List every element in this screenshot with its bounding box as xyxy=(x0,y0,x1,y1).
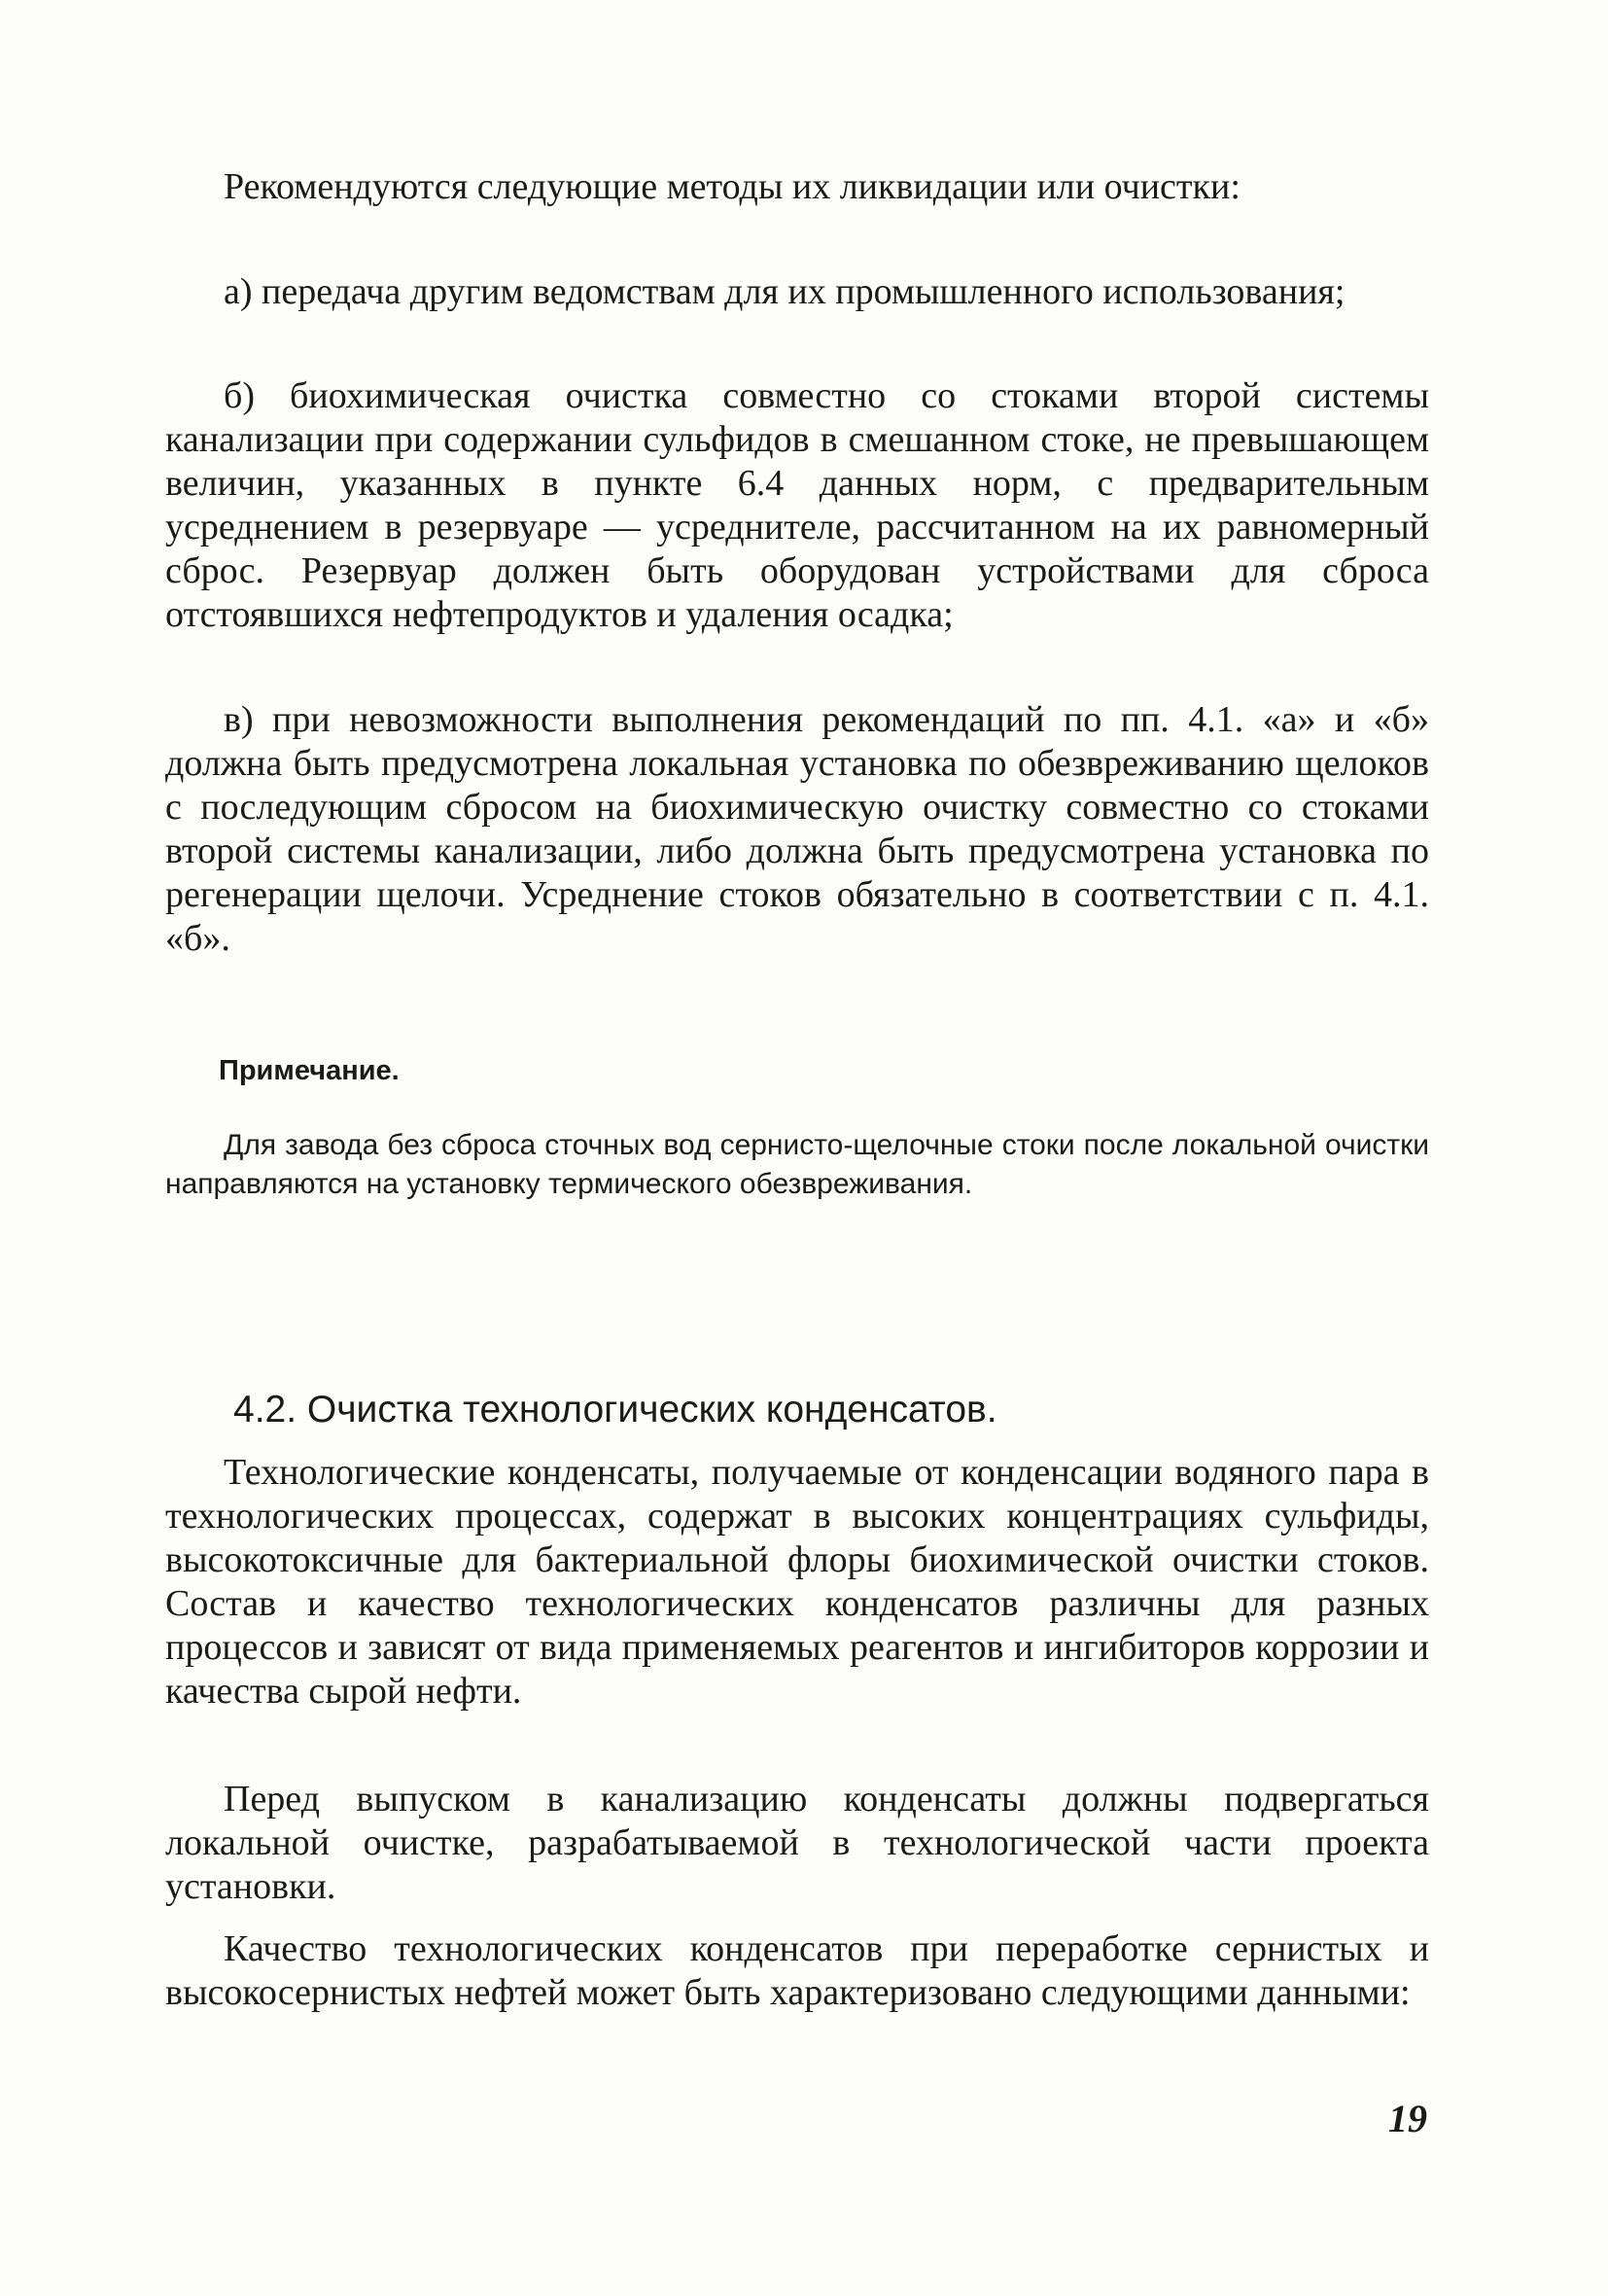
page-number: 19 xyxy=(1388,2097,1427,2140)
section-paragraph-3: Качество технологических конденсатов при переработке сернистых и высокосернистых нефтей может быть характеризовано следующими данными: xyxy=(165,1928,1429,2013)
note-title: Примечание. xyxy=(219,1055,400,1086)
section-paragraph-2: Перед выпуском в канализацию конденсаты должны подвергаться локальной очистке, разрабатываемой в технологической части проекта установки. xyxy=(165,1779,1429,1907)
note-text: Для завода без сброса сточных вод сернисто-щелочные стоки после локальной очистки направляются на установку термического обезвреживания. xyxy=(165,1129,1429,1200)
item-a-paragraph: а) передача другим ведомствам для их промышленного использования; xyxy=(224,271,1346,312)
item-b-paragraph: б) биохимическая очистка совместно со стоками второй системы канализации при содержании сульфидов в смешанном стоке, не превышающем величин, указанных в пункте 6.4 данных норм, с предварительным усреднением в резервуаре — усреднителе, рассчитанном на их равномерный сброс. Резервуар должен быть оборудован устройствами для сброса отстоявшихся нефтепродуктов и удаления осадка; xyxy=(165,375,1429,635)
section-heading: 4.2. Очистка технологических конденсатов. xyxy=(233,1389,997,1431)
item-c-paragraph: в) при невозможности выполнения рекомендаций по пп. 4.1. «а» и «б» должна быть предусмотрена локальная установка по обезвреживанию щелоков с последующим сбросом на биохимическую очистку совместно со стоками второй системы канализации, либо должна быть предусмотрена установка по регенерации щелочи. Усреднение стоков обязательно в соответствии с п. 4.1. «б». xyxy=(165,699,1429,959)
intro-paragraph: Рекомендуются следующие методы их ликвидации или очистки: xyxy=(224,166,1241,207)
section-paragraph-1: Технологические конденсаты, получаемые от конденсации водяного пара в технологических процессах, содержат в высоких концентрациях сульфиды, высокотоксичные для бактериальной флоры биохимической очистки стоков. Состав и качество технологических конденсатов различны для разных процессов и зависят от вида применяемых реагентов и ингибиторов коррозии и качества сырой нефти. xyxy=(165,1452,1429,1712)
